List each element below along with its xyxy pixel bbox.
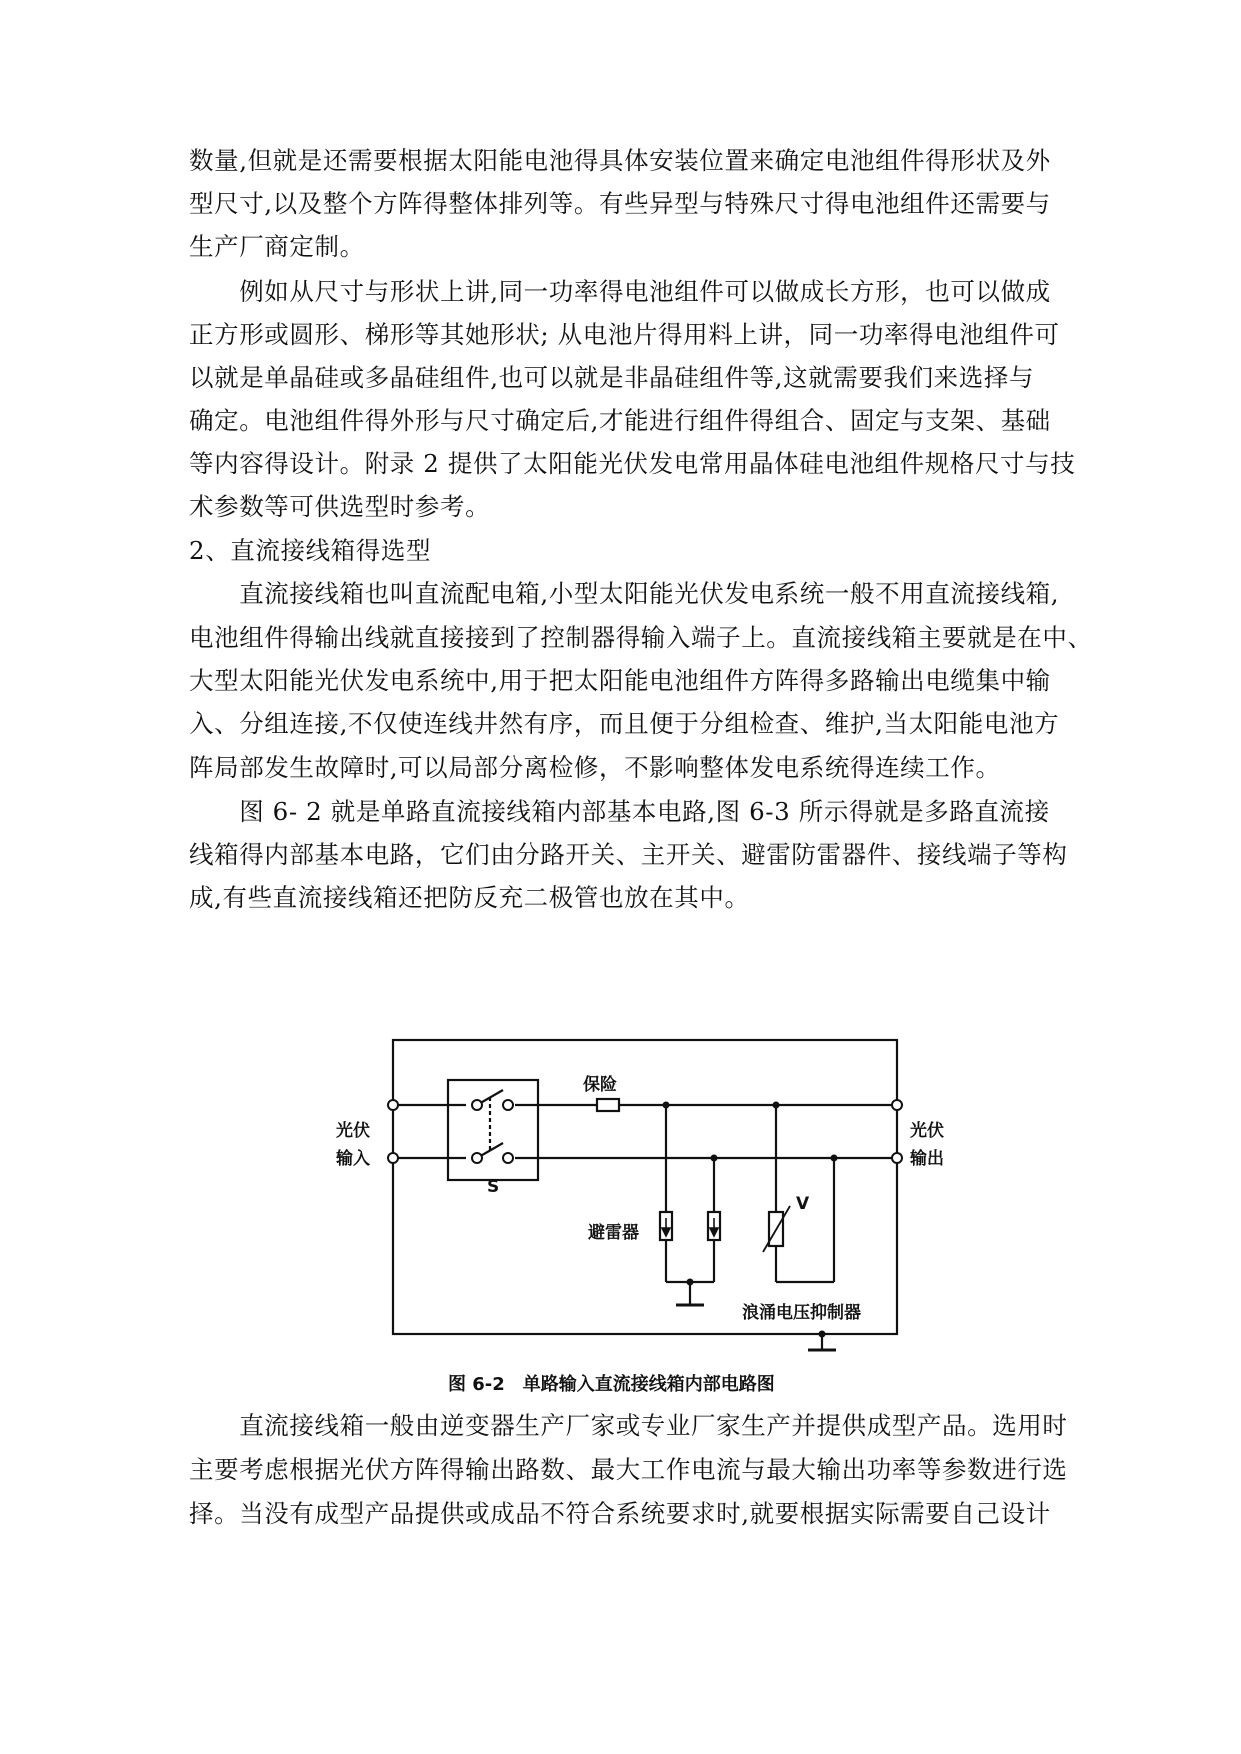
input-label-line1: 光伏 (336, 1121, 370, 1141)
output-label-line2: 输出 (910, 1149, 944, 1169)
text-line: 确定。电池组件得外形与尺寸确定后,才能进行组件得组合、固定与支架、基础 (189, 406, 1051, 435)
text-line: 入、分组连接,不仅使连线井然有序，而且便于分组检查、维护,当太阳能电池方 (189, 709, 1060, 738)
circuit-svg (330, 1030, 944, 1360)
text-line: 例如从尺寸与形状上讲,同一功率得电池组件可以做成长方形，也可以做成 (189, 277, 1051, 306)
circuit-diagram (330, 1030, 944, 1360)
fuse-symbol (597, 1099, 619, 1111)
input-label-line2: 输入 (336, 1149, 370, 1169)
input-terminal (388, 1153, 398, 1163)
text-line: 大型太阳能光伏发电系统中,用于把太阳能电池组件方阵得多路输出电缆集中输 (189, 666, 1051, 695)
text-line: 数量,但就是还需要根据太阳能电池得具体安装位置来确定电池组件得形状及外 (189, 146, 1051, 175)
text-line: 线箱得内部基本电路，它们由分路开关、主开关、避雷防雷器件、接线端子等构 (189, 840, 1068, 869)
text-line: 阵局部发生故障时,可以局部分离检修，不影响整体发电系统得连续工作。 (189, 753, 1001, 782)
text-line: 择。当没有成型产品提供或成品不符合系统要求时,就要根据实际需要自己设计 (189, 1499, 1051, 1528)
enclosure-box (393, 1040, 897, 1334)
output-label-line1: 光伏 (910, 1121, 944, 1141)
fuse-label: 保险 (583, 1075, 617, 1095)
output-terminal (892, 1153, 902, 1163)
text-line: 主要考虑根据光伏方阵得输出路数、最大工作电流与最大输出功率等参数进行选 (189, 1455, 1068, 1484)
varistor-symbol-label: V (796, 1194, 810, 1214)
switch-label: S (487, 1177, 500, 1197)
text-line: 型尺寸,以及整个方阵得整体排列等。有些异型与特殊尺寸得电池组件还需要与 (189, 189, 1051, 218)
text-line: 成,有些直流接线箱还把防反充二极管也放在其中。 (189, 883, 750, 912)
surge-suppressor-label: 浪涌电压抑制器 (742, 1303, 861, 1323)
figure-caption: 图 6-2 单路输入直流接线箱内部电路图 (448, 1374, 775, 1395)
text-line: 生产厂商定制。 (189, 232, 365, 261)
arrester-label: 避雷器 (588, 1223, 639, 1243)
text-line: 以就是单晶硅或多晶硅组件,也可以就是非晶硅组件等,这就需要我们来选择与 (189, 363, 1035, 392)
text-line: 正方形或圆形、梯形等其她形状; 从电池片得用料上讲，同一功率得电池组件可 (189, 320, 1060, 349)
text-line: 直流接线箱也叫直流配电箱,小型太阳能光伏发电系统一般不用直流接线箱, (189, 579, 1060, 608)
text-line: 术参数等可供选型时参考。 (189, 492, 491, 521)
text-line: 等内容得设计。附录 2 提供了太阳能光伏发电常用晶体硅电池组件规格尺寸与技 (189, 449, 1076, 478)
section-heading: 2、直流接线箱得选型 (189, 536, 432, 565)
text-line: 直流接线箱一般由逆变器生产厂家或专业厂家生产并提供成型产品。选用时 (189, 1411, 1068, 1440)
text-line: 电池组件得输出线就直接接到了控制器得输入端子上。直流接线箱主要就是在中、 (189, 623, 1093, 652)
input-terminal (388, 1100, 398, 1110)
output-terminal (892, 1100, 902, 1110)
text-line: 图 6- 2 就是单路直流接线箱内部基本电路,图 6-3 所示得就是多路直流接 (189, 797, 1050, 826)
